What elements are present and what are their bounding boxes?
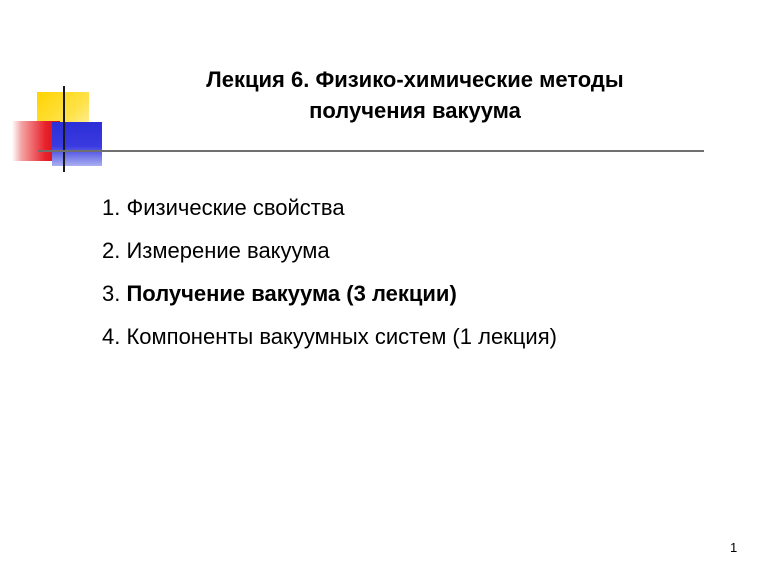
list-item-number: 2. xyxy=(102,238,121,263)
list-item-text: Компоненты вакуумных систем (1 лекция) xyxy=(126,324,557,349)
list-item xyxy=(102,321,557,364)
topic-list xyxy=(102,192,557,364)
list-item xyxy=(102,278,557,321)
list-item xyxy=(102,235,557,278)
list-item-text: Получение вакуума (3 лекции) xyxy=(126,281,457,306)
slide-title-line-1: Лекция 6. Физико-химические методы xyxy=(206,67,624,92)
decorative-vertical-line xyxy=(63,86,65,172)
decorative-blue-square xyxy=(52,122,102,166)
list-item-text: Физические свойства xyxy=(126,195,345,220)
list-item-text: Измерение вакуума xyxy=(126,238,330,263)
slide-title-line-2: получения вакуума xyxy=(309,98,521,123)
list-item-number: 3. xyxy=(102,281,121,306)
page-number: 1 xyxy=(730,540,738,555)
title-divider-line xyxy=(38,150,704,152)
list-item-number: 4. xyxy=(102,324,121,349)
slide-title xyxy=(120,64,710,126)
list-item xyxy=(102,192,557,235)
list-item-number: 1. xyxy=(102,195,121,220)
